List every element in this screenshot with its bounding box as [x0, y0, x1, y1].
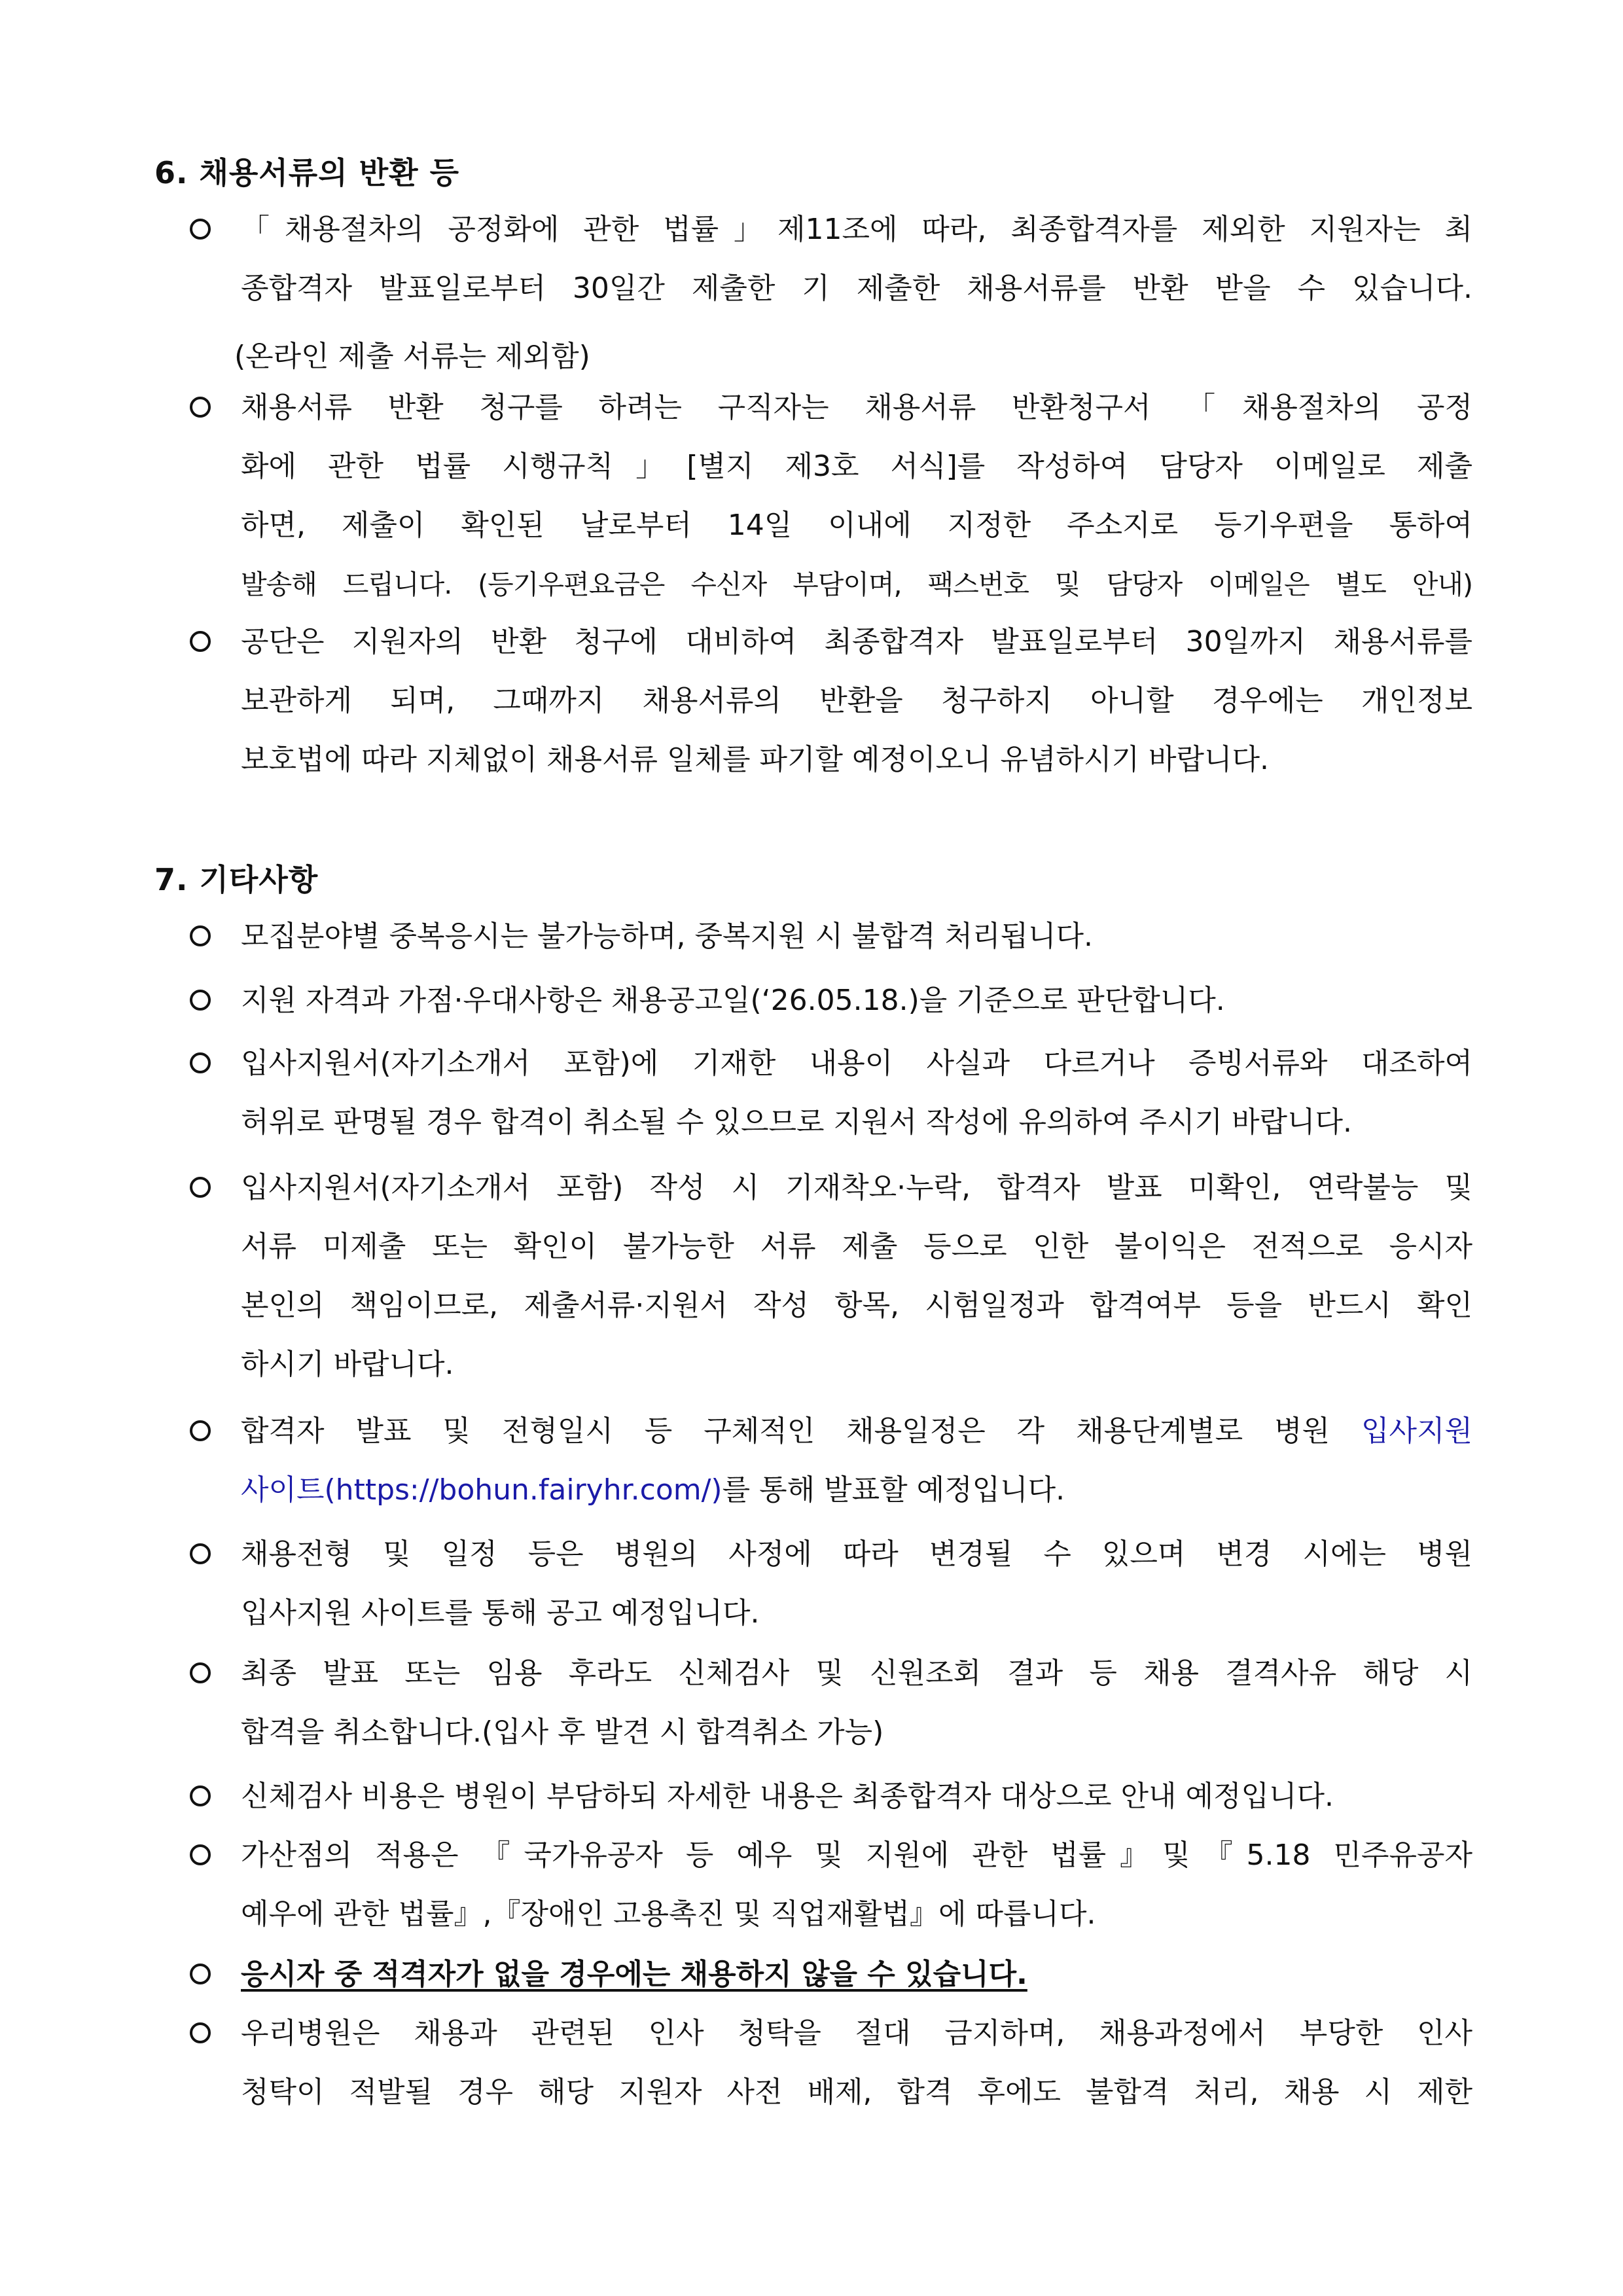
text-line: [241, 1461, 1472, 1520]
list-item: [190, 1767, 1472, 1826]
text-line: 채용서류 반환 청구를 하려는 구직자는 채용서류 반환청구서 「채용절차의 공정: [241, 391, 1472, 424]
list-item: [190, 2004, 1472, 2122]
circle-bullet-icon: [190, 1177, 211, 1198]
text-line: 「채용절차의 공정화에 관한 법률」제11조에 따라, 최종합격자를 제외한 지원자는 최: [241, 213, 1472, 246]
text-line: [241, 1402, 1472, 1461]
circle-bullet-icon: [190, 1420, 211, 1441]
text-line: 가산점의 적용은 『국가유공자 등 예우 및 지원에 관한 법률』및『5.18 민주유공자: [241, 1839, 1472, 1872]
list-item: [190, 378, 1472, 614]
circle-bullet-icon: [190, 1052, 211, 1073]
list-item: [190, 1525, 1472, 1643]
text-line: 종합격자 발표일로부터 30일간 제출한 기 제출한 채용서류를 반환 받을 수 있습니다.: [241, 272, 1472, 305]
text-line: 화에 관한 법률 시행규칙」[별지 제3호 서식]를 작성하여 담당자 이메일로 제출: [241, 450, 1472, 483]
text-line: 입사지원 사이트를 통해 공고 예정입니다.: [241, 1596, 760, 1630]
circle-bullet-icon: [190, 219, 211, 240]
note-text: (온라인 제출 서류는 제외함): [234, 340, 590, 373]
list-item: [190, 1945, 1472, 2004]
emphasis-text: 응시자 중 적격자가 없을 경우에는 채용하지 않을 수 있습니다.: [241, 1958, 1027, 1991]
text-line: 공단은 지원자의 반환 청구에 대비하여 최종합격자 발표일로부터 30일까지 채용서류를: [241, 625, 1472, 658]
text-line: 예우에 관한 법률』,『장애인 고용촉진 및 직업재활법』에 따릅니다.: [241, 1897, 1096, 1931]
text-line: 신체검사 비용은 병원이 부담하되 자세한 내용은 최종합격자 대상으로 안내 예정입니다.: [241, 1780, 1334, 1813]
circle-bullet-icon: [190, 1662, 211, 1683]
list-item: [190, 1826, 1472, 1944]
text-line: 입사지원서(자기소개서 포함) 작성 시 기재착오·누락, 합격자 발표 미확인, 연락불능 및: [241, 1171, 1472, 1204]
list-item: [190, 1158, 1472, 1394]
text-line: 하면, 제출이 확인된 날로부터 14일 이내에 지정한 주소지로 등기우편을 통하여: [241, 509, 1472, 542]
text-segment: 를 통해 발표할 예정입니다.: [722, 1473, 1065, 1507]
circle-bullet-icon: [190, 2022, 211, 2043]
recruit-site-link[interactable]: 입사지원: [1361, 1414, 1472, 1448]
text-line: 모집분야별 중복응시는 불가능하며, 중복지원 시 불합격 처리됩니다.: [241, 920, 1093, 953]
circle-bullet-icon: [190, 1543, 211, 1564]
text-line: 발송해 드립니다. (등기우편요금은 수신자 부담이며, 팩스번호 및 담당자 이메일은 별도 안내): [241, 569, 1472, 600]
text-line: 본인의 책임이므로, 제출서류·지원서 작성 항목, 시험일정과 합격여부 등을 반드시 확인: [241, 1289, 1472, 1322]
text-line: 보관하게 되며, 그때까지 채용서류의 반환을 청구하지 아니할 경우에는 개인정보: [241, 684, 1472, 717]
text-segment: 합격자 발표 및 전형일시 등 구체적인 채용일정은 각 채용단계별로 병원: [241, 1414, 1361, 1448]
text-line: 보호법에 따라 지체없이 채용서류 일체를 파기할 예정이오니 유념하시기 바랍니다.: [241, 743, 1270, 776]
text-line: 우리병원은 채용과 관련된 인사 청탁을 절대 금지하며, 채용과정에서 부당한 인사: [241, 2017, 1472, 2050]
section-heading-7: 7. 기타사항: [154, 862, 319, 897]
circle-bullet-icon: [190, 1964, 211, 1984]
text-line: 지원 자격과 가점·우대사항은 채용공고일(‘26.05.18.)을 기준으로 판단합니다.: [241, 984, 1225, 1017]
section-heading-6: 6. 채용서류의 반환 등: [154, 155, 460, 190]
text-line: 허위로 판명될 경우 합격이 취소될 수 있으므로 지원서 작성에 유의하여 주시기 바랍니다.: [241, 1105, 1352, 1139]
list-item: [190, 1402, 1472, 1520]
recruit-site-url-link[interactable]: 사이트(https://bohun.fairyhr.com/): [241, 1473, 722, 1507]
list-item: [190, 1644, 1472, 1762]
text-line: 청탁이 적발될 경우 해당 지원자 사전 배제, 합격 후에도 불합격 처리, 채용 시 제한: [241, 2075, 1472, 2109]
list-item: [190, 971, 1472, 1030]
circle-bullet-icon: [190, 631, 211, 652]
text-line: [241, 1945, 1472, 2004]
text-line: 하시기 바랍니다.: [241, 1348, 454, 1381]
circle-bullet-icon: [190, 925, 211, 946]
text-line: 합격을 취소합니다.(입사 후 발견 시 합격취소 가능): [241, 1715, 884, 1749]
list-item: [190, 907, 1472, 966]
text-line: 서류 미제출 또는 확인이 불가능한 서류 제출 등으로 인한 불이익은 전적으로 응시자: [241, 1230, 1472, 1263]
list-item: [190, 613, 1472, 789]
circle-bullet-icon: [190, 1844, 211, 1865]
text-line: 최종 발표 또는 임용 후라도 신체검사 및 신원조회 결과 등 채용 결격사유 해당 시: [241, 1657, 1472, 1690]
list-item: [190, 200, 1472, 318]
circle-bullet-icon: [190, 397, 211, 418]
circle-bullet-icon: [190, 990, 211, 1011]
circle-bullet-icon: [190, 1785, 211, 1806]
text-line: 채용전형 및 일정 등은 병원의 사정에 따라 변경될 수 있으며 변경 시에는 병원: [241, 1537, 1472, 1571]
list-item: [190, 1034, 1472, 1152]
text-line: 입사지원서(자기소개서 포함)에 기재한 내용이 사실과 다르거나 증빙서류와 대조하여: [241, 1047, 1472, 1080]
